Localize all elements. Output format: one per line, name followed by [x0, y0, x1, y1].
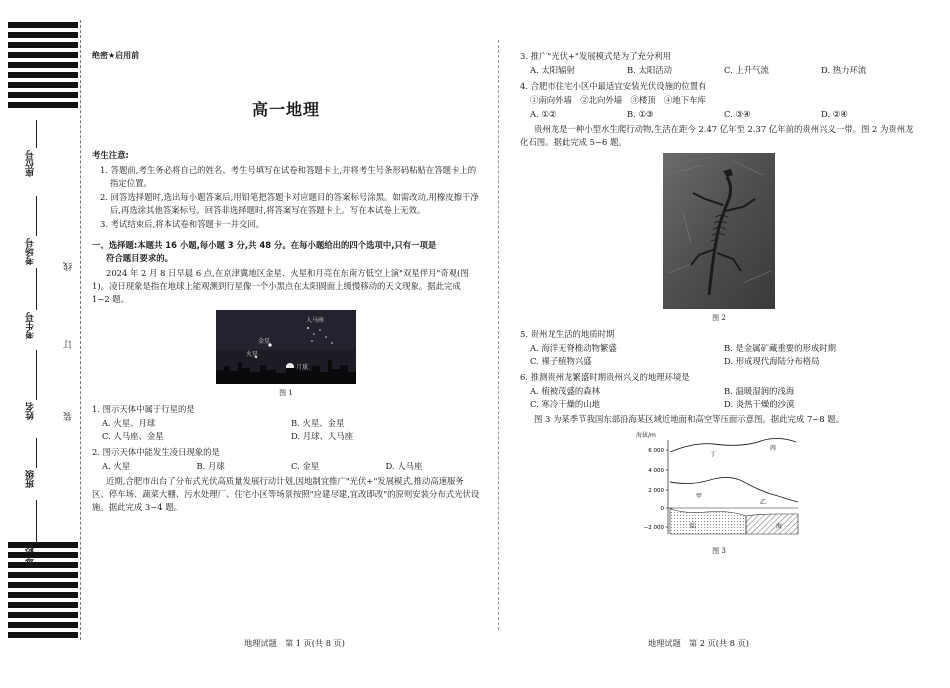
- option[interactable]: B. 是金属矿藏重要的形成时期: [724, 342, 836, 353]
- binding-bar: [8, 82, 78, 88]
- question-1-options: [102, 417, 480, 443]
- side-line: [36, 268, 37, 310]
- question-6: 6. 推测贵州龙繁盛时期贵州兴义的地理环境是: [520, 372, 690, 382]
- point-ding: 丁: [710, 451, 717, 459]
- binding-bar: [8, 72, 78, 78]
- notice-list: [92, 164, 480, 231]
- fossil-image: [663, 153, 775, 309]
- side-field-seat: 座位号: [26, 150, 36, 177]
- intro-5-6: 贵州龙是一种小型水生爬行动物,生活在距今 2.47 亿年至 2.37 亿年前的贵州兴义一带。图 2 为贵州龙化石图。据此完成 5~6 题。: [520, 124, 914, 148]
- binding-bar: [8, 572, 78, 578]
- notice-item: 2. 回答选择题时,选出每小题答案后,用铅笔把答题卡对应题目的答案标号涂黑。如需改动,用橡皮擦干净后,再选涂其他答案标号。回答非选择题时,将答案写在答题卡上。写在本试卷上无效。: [100, 192, 479, 216]
- side-field-school: 学校: [26, 545, 36, 563]
- notice-item: 3. 考试结束后,将本试卷和答题卡一并交回。: [100, 219, 265, 230]
- binding-bars: [8, 22, 78, 637]
- left-column: [92, 50, 480, 516]
- point-jia: 甲: [696, 493, 703, 501]
- label-sea: 海: [776, 523, 783, 531]
- section-heading-line1: 一、选择题:本题共 16 小题,每小题 3 分,共 48 分。在每小题给出的四个选项中,只有一项是: [92, 240, 437, 251]
- y-tick: 2 000: [648, 488, 664, 495]
- binding-bar: [8, 612, 78, 618]
- intro-3-4: 近期,合肥市出台了分布式光伏高质量发展行动计划,因地制宜推广"光伏+"发展模式,推动高速服务区、停车场、蔬菜大棚、污水处理厂、住宅小区等场景按照"应建尽建,宜改即改"的原则安装分布式光伏设施。据此完成 3~4 题。: [92, 476, 480, 513]
- option[interactable]: A. ①②: [530, 109, 557, 120]
- option[interactable]: A. 火星: [102, 461, 131, 472]
- question-3-options: [530, 64, 918, 77]
- question-2: 2. 图示天体中能发生凌日现象的是: [92, 447, 220, 458]
- option[interactable]: B. 太阳活动: [627, 65, 672, 76]
- label-venus: 金星: [258, 338, 271, 346]
- side-line: [36, 500, 37, 543]
- column-divider: [498, 40, 499, 630]
- binding-bar: [8, 102, 78, 108]
- y-tick: 0: [660, 506, 664, 513]
- binding-bar: [8, 92, 78, 98]
- section-heading: [92, 239, 480, 265]
- side-field-room: 考场号: [26, 238, 36, 265]
- binding-bar: [8, 32, 78, 38]
- binding-bar: [8, 542, 78, 548]
- option[interactable]: C. ③④: [724, 109, 751, 120]
- side-field-examno: 考生号: [26, 312, 36, 339]
- option[interactable]: C. 寒冷干燥的山地: [530, 399, 601, 410]
- option[interactable]: C. 金星: [291, 461, 320, 472]
- option[interactable]: A. 太阳辐射: [530, 65, 575, 76]
- label-moon: 月球: [296, 364, 309, 372]
- page-title: 高一地理: [251, 100, 320, 120]
- figure-1: [92, 310, 480, 399]
- figure-1-caption: 图 1: [279, 389, 293, 398]
- option[interactable]: C. 人马座、金星: [102, 431, 164, 442]
- figure-3-caption: 图 3: [712, 547, 726, 556]
- option[interactable]: A. 火星、月球: [102, 418, 156, 429]
- y-axis-label: 海拔/m: [636, 432, 656, 440]
- binding-bar: [8, 582, 78, 588]
- question-4-items: ①南向外墙 ②北向外墙 ③楼顶 ④地下车库: [530, 95, 706, 106]
- question-5: 5. 贵州龙生活的地质时期: [520, 328, 615, 339]
- binding-bar: [8, 562, 78, 568]
- label-sagittarius: 人马座: [306, 317, 325, 325]
- question-1: 1. 图示天体中属于行星的是: [92, 404, 195, 415]
- bind-word-staple: 订: [64, 340, 74, 349]
- figure-3: [520, 430, 918, 557]
- option[interactable]: B. 温暖湿润的浅海: [724, 386, 795, 397]
- binding-bar: [8, 632, 78, 638]
- side-line: [36, 120, 37, 148]
- section-heading-line2: 符合题目要求的。: [106, 253, 173, 264]
- figure-2: [520, 153, 918, 324]
- question-4: 4. 合肥市住宅小区中最适宜安装光伏设施的位置有: [520, 81, 707, 92]
- option[interactable]: B. 火星、金星: [291, 418, 345, 429]
- binding-dashed-line: [80, 20, 81, 640]
- binding-bar: [8, 22, 78, 28]
- intro-7-8: 图 3 为某季节我国东部沿海某区域近地面和高空等压面示意图。据此完成 7~8 题。: [534, 414, 845, 425]
- secret-mark: 绝密★启用前: [92, 51, 140, 60]
- option[interactable]: D. 炎热干燥的沙漠: [724, 399, 795, 410]
- binding-bar: [8, 602, 78, 608]
- notice-item: 1. 答题前,考生务必将自己的姓名、考生号填写在试卷和答题卡上,并将考生号条形码粘贴在答题卡上的指定位置。: [100, 165, 477, 189]
- footer-page-2: 地理试题 第 2 页(共 8 页): [648, 638, 749, 648]
- side-line: [36, 196, 37, 236]
- binding-bar: [8, 552, 78, 558]
- option[interactable]: D. 形成现代海陆分布格局: [724, 355, 820, 366]
- y-tick: 6 000: [648, 448, 664, 455]
- notice-heading: 考生注意:: [92, 150, 129, 161]
- isobaric-surface-diagram: [634, 430, 804, 542]
- binding-bar: [8, 622, 78, 628]
- binding-bar: [8, 62, 78, 68]
- binding-bar: [8, 52, 78, 58]
- option[interactable]: B. ①③: [627, 109, 654, 120]
- side-line: [36, 350, 37, 400]
- option[interactable]: C. 上升气流: [724, 65, 769, 76]
- option[interactable]: B. 月球: [196, 461, 225, 472]
- bind-word-bind: 装: [64, 412, 74, 421]
- option[interactable]: D. 人马座: [385, 461, 423, 472]
- option[interactable]: D. ②④: [821, 109, 848, 120]
- question-3: 3. 推广"光伏+"发展模式是为了充分利用: [520, 51, 671, 61]
- point-yi: 乙: [760, 499, 767, 507]
- side-field-name: 姓名: [26, 402, 36, 420]
- question-5-options: [530, 342, 918, 368]
- option[interactable]: A. 海洋无脊椎动物繁盛: [530, 342, 617, 353]
- y-tick: 4 000: [648, 468, 664, 475]
- bind-word-line: 线: [64, 262, 74, 271]
- question-2-options: [102, 460, 480, 473]
- binding-bar: [8, 592, 78, 598]
- intro-1-2: 2024 年 2 月 8 日早晨 6 点,在京津冀地区金星、火星和月亮在东南方低空上演"双星伴月"奇观(图 1)。凌日现象是指在地球上能观测到行星像一个小黑点在太阳圆面上缓慢移动的天文现象。据此完成 1~2 题。: [92, 268, 469, 305]
- question-6-options: [530, 385, 918, 411]
- option[interactable]: A. 植被茂盛的森林: [530, 386, 600, 397]
- label-mars: 火星: [246, 351, 259, 359]
- side-field-class: 班级: [26, 470, 36, 488]
- option[interactable]: D. 月球、人马座: [291, 431, 353, 442]
- side-line: [36, 438, 37, 468]
- right-column: [520, 50, 918, 561]
- point-bing: 丙: [770, 445, 777, 453]
- figure-2-caption: 图 2: [712, 314, 726, 323]
- question-4-options: [530, 108, 918, 121]
- night-sky-image: [216, 310, 356, 384]
- footer-page-1: 地理试题 第 1 页(共 8 页): [244, 638, 345, 648]
- option[interactable]: D. 热力环流: [821, 65, 867, 76]
- y-tick: −2 000: [643, 525, 664, 532]
- option[interactable]: C. 裸子植物兴盛: [530, 355, 592, 366]
- label-land: 陆: [690, 523, 697, 531]
- binding-bar: [8, 42, 78, 48]
